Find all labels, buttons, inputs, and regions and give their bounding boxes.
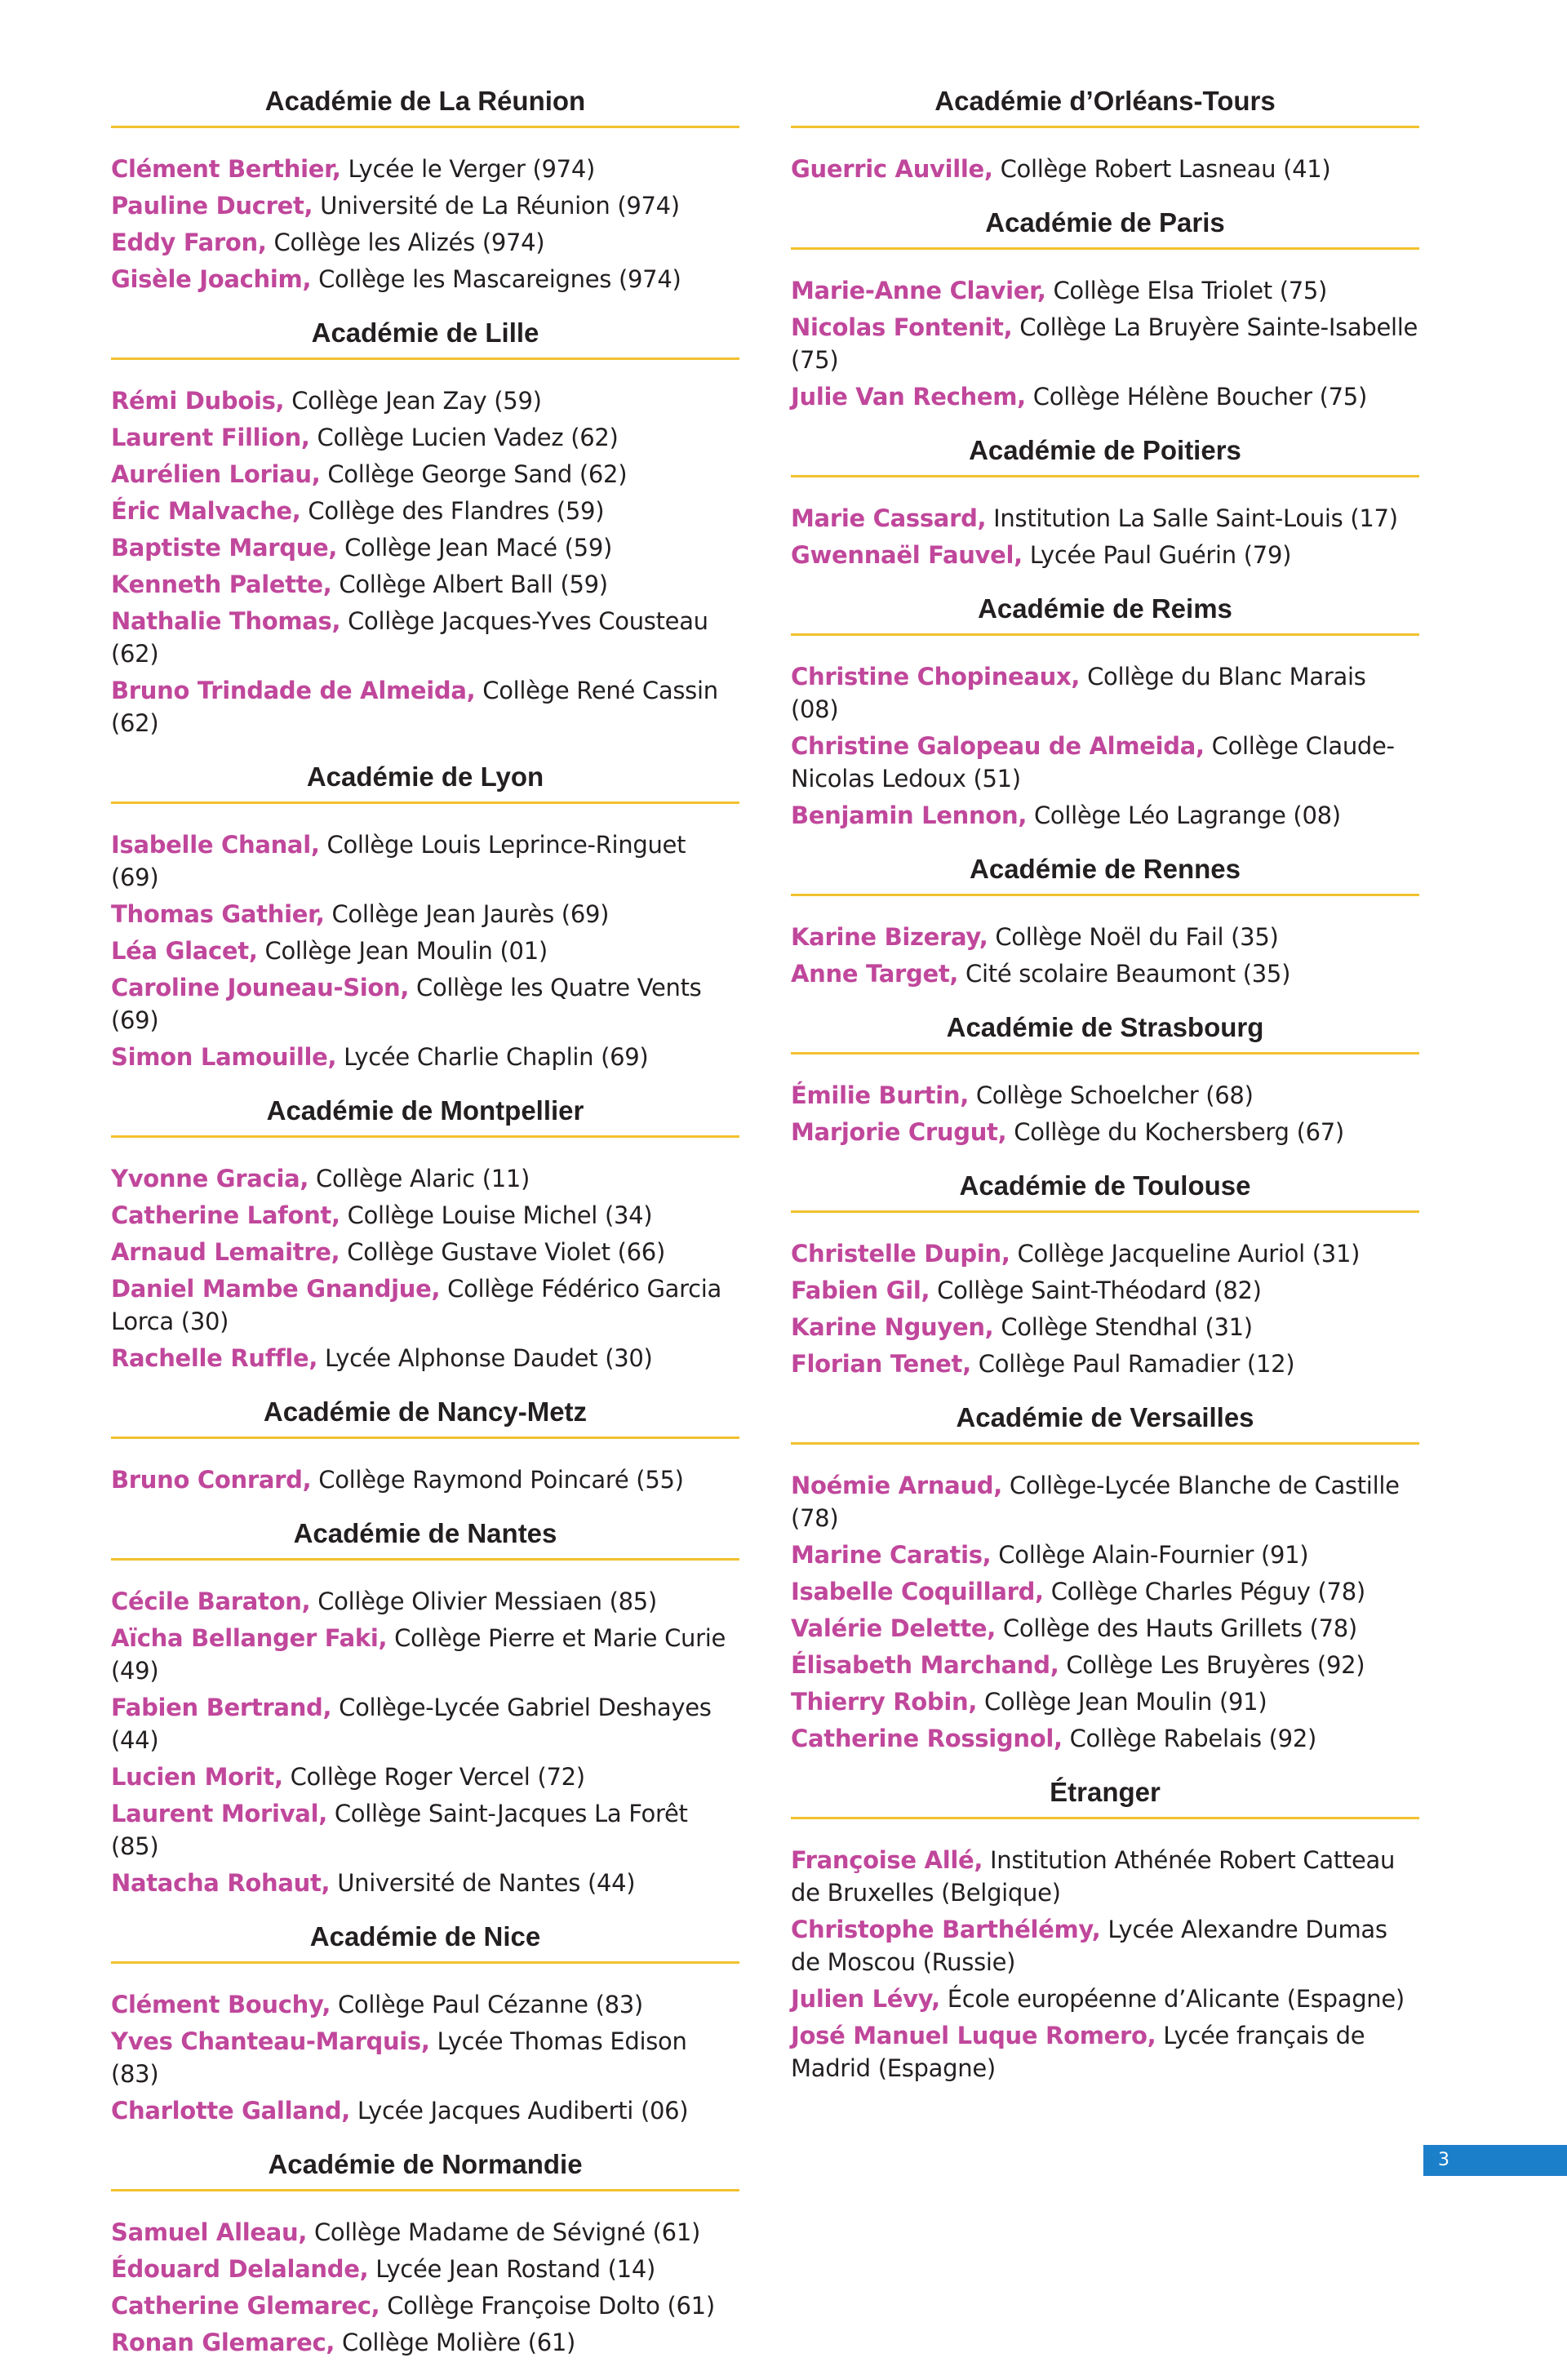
institution: Collège Alain-Fournier (91) (991, 1541, 1309, 1569)
person-name: Cécile Baraton, (111, 1587, 311, 1615)
institution: Cité scolaire Beaumont (35) (958, 960, 1291, 988)
list-item (791, 1237, 1419, 1270)
institution: Collège Alaric (11) (309, 1165, 530, 1192)
institution: Collège Françoise Dolto (61) (380, 2292, 715, 2320)
list-item (111, 1585, 739, 1618)
list-item (791, 1539, 1419, 1571)
list-item (111, 1761, 739, 1793)
academie-section (791, 434, 1419, 571)
institution: Lycée Alexandre Dumas de Moscou (Russie) (791, 1916, 1387, 1976)
person-name: Thomas Gathier, (111, 900, 325, 928)
entry-list (111, 2216, 739, 2359)
list-item (111, 421, 739, 454)
person-name: Samuel Alleau, (111, 2218, 308, 2246)
section-title: Académie de Nice (111, 1920, 739, 1964)
person-name: Nathalie Thomas, (111, 607, 341, 635)
institution: Collège des Flandres (59) (300, 497, 605, 525)
institution: Collège Stendhal (31) (993, 1313, 1253, 1341)
right-column (791, 85, 1419, 2106)
institution: Collège Jean Moulin (01) (257, 937, 548, 965)
institution: Collège Jean Jaurès (69) (324, 900, 610, 928)
list-item (791, 2019, 1419, 2085)
list-item (791, 1575, 1419, 1608)
left-column (111, 85, 739, 2380)
institution: Collège les Quatre Vents (69) (111, 974, 702, 1034)
person-name: Ronan Glemarec, (111, 2329, 335, 2356)
section-title: Académie de Montpellier (111, 1095, 739, 1138)
institution: Lycée Charlie Chaplin (69) (336, 1043, 649, 1071)
person-name: Clément Berthier, (111, 155, 341, 183)
person-name: Yves Chanteau-Marquis, (111, 2027, 430, 2055)
person-name: Rémi Dubois, (111, 387, 285, 415)
person-name: Émilie Burtin, (791, 1081, 969, 1109)
list-item (791, 1983, 1419, 2015)
entry-list (111, 1463, 739, 1496)
person-name: Simon Lamouille, (111, 1043, 337, 1071)
institution: Collège Pierre et Marie Curie (49) (111, 1624, 726, 1685)
section-title: Étranger (791, 1776, 1419, 1819)
list-item (111, 1342, 739, 1374)
list-item (111, 674, 739, 739)
institution: Collège George Sand (62) (320, 460, 628, 488)
person-name: Natacha Rohaut, (111, 1869, 331, 1897)
institution: Collège Madame de Sévigné (61) (307, 2218, 700, 2246)
institution: Institution Athénée Robert Catteau de Bruxelles (Belgique) (791, 1846, 1396, 1907)
institution: Université de Nantes (44) (330, 1869, 636, 1897)
academie-section (791, 593, 1419, 832)
institution: Collège Molière (61) (335, 2329, 576, 2356)
list-item (791, 660, 1419, 726)
list-item (111, 495, 739, 527)
person-name: Kenneth Palette, (111, 571, 332, 598)
institution: Collège Jean Macé (59) (337, 534, 612, 562)
list-item (111, 189, 739, 222)
list-item (111, 1797, 739, 1863)
institution: Collège Jacques-Yves Cousteau (62) (111, 607, 708, 668)
institution: Collège-Lycée Blanche de Castille (78) (791, 1472, 1400, 1532)
academie-section (791, 853, 1419, 990)
institution: Collège Jean Moulin (91) (977, 1688, 1267, 1716)
institution: Collège Olivier Messiaen (85) (310, 1587, 657, 1615)
list-item (791, 1469, 1419, 1534)
academie-section (791, 206, 1419, 413)
person-name: Karine Bizeray, (791, 923, 988, 951)
person-name: Fabien Gil, (791, 1277, 930, 1304)
person-name: Catherine Glemarec, (111, 2292, 380, 2320)
institution: Collège Paul Cézanne (83) (331, 1991, 643, 2018)
institution: Collège Rabelais (92) (1062, 1725, 1316, 1752)
institution: Collège du Kochersberg (67) (1006, 1118, 1344, 1146)
institution: Collège Raymond Poincaré (55) (311, 1466, 684, 1494)
academie-section (111, 85, 739, 295)
person-name: Karine Nguyen, (791, 1313, 994, 1341)
list-item (111, 898, 739, 930)
list-item (111, 605, 739, 670)
person-name: Bruno Conrard, (111, 1466, 312, 1494)
list-item (791, 1274, 1419, 1307)
list-item (791, 1612, 1419, 1645)
person-name: Rachelle Ruffle, (111, 1344, 318, 1372)
institution: Collège du Blanc Marais (08) (791, 663, 1366, 723)
person-name: Baptiste Marque, (111, 534, 338, 562)
entry-list (111, 1988, 739, 2127)
institution: Lycée Jean Rostand (14) (368, 2255, 655, 2283)
entry-list (791, 1079, 1419, 1148)
institution: Lycée Thomas Edison (83) (111, 2027, 687, 2088)
list-item (111, 1162, 739, 1195)
academie-section (111, 1920, 739, 2127)
section-title: Académie de Reims (791, 593, 1419, 636)
institution: Lycée Jacques Audiberti (06) (350, 2097, 689, 2125)
institution: Collège La Bruyère Sainte-Isabelle (75) (791, 313, 1418, 374)
institution: Collège des Hauts Grillets (78) (996, 1614, 1357, 1642)
institution: Collège Les Bruyères (92) (1059, 1651, 1365, 1679)
person-name: Élisabeth Marchand, (791, 1651, 1059, 1679)
list-item (111, 2094, 739, 2127)
academie-section (111, 2148, 739, 2359)
person-name: Christine Chopineaux, (791, 663, 1081, 690)
person-name: Julien Lévy, (791, 1985, 940, 2013)
institution: Collège Albert Ball (59) (331, 571, 608, 598)
section-title: Académie de Strasbourg (791, 1011, 1419, 1055)
entry-list (791, 274, 1419, 413)
list-item (111, 1988, 739, 2021)
person-name: Daniel Mambe Gnandjue, (111, 1275, 441, 1303)
person-name: Éric Malvache, (111, 497, 301, 525)
institution: Collège Elsa Triolet (75) (1045, 277, 1328, 304)
list-item (111, 2253, 739, 2285)
academie-section (111, 761, 739, 1073)
entry-list (791, 153, 1419, 185)
list-item (111, 458, 739, 491)
list-item (111, 1041, 739, 1073)
person-name: Aïcha Bellanger Faki, (111, 1624, 388, 1652)
academie-section (111, 1095, 739, 1374)
list-item (791, 1348, 1419, 1380)
entry-list (791, 660, 1419, 832)
list-item (111, 1272, 739, 1338)
institution: Lycée français de Madrid (Espagne) (791, 2022, 1365, 2082)
institution: Collège Charles Péguy (78) (1043, 1578, 1365, 1605)
list-item (791, 153, 1419, 185)
person-name: Gisèle Joachim, (111, 265, 312, 293)
institution: Université de La Réunion (974) (313, 192, 680, 220)
list-item (111, 971, 739, 1037)
list-item (111, 568, 739, 601)
list-item (111, 1867, 739, 1899)
person-name: Léa Glacet, (111, 937, 258, 965)
academie-section (791, 1170, 1419, 1380)
list-item (111, 1691, 739, 1756)
institution: Collège Louise Michel (34) (340, 1201, 653, 1229)
person-name: Anne Target, (791, 960, 959, 988)
person-name: Laurent Fillion, (111, 424, 310, 451)
institution: Lycée Paul Guérin (79) (1022, 541, 1292, 569)
institution: Lycée le Verger (974) (340, 155, 595, 183)
person-name: Gwennaël Fauvel, (791, 541, 1023, 569)
institution: Collège Robert Lasneau (41) (992, 155, 1331, 183)
person-name: Arnaud Lemaitre, (111, 1238, 340, 1266)
list-item (111, 226, 739, 259)
section-title: Académie de Toulouse (791, 1170, 1419, 1213)
list-item (111, 2289, 739, 2322)
entry-list (791, 1469, 1419, 1755)
person-name: Catherine Rossignol, (791, 1725, 1063, 1752)
person-name: Édouard Delalande, (111, 2255, 369, 2283)
list-item (791, 1844, 1419, 1909)
list-item (791, 311, 1419, 376)
section-title: Académie de Paris (791, 206, 1419, 250)
entry-list (791, 502, 1419, 571)
institution: Collège René Cassin (62) (111, 677, 718, 737)
section-title: Académie d’Orléans-Tours (791, 85, 1419, 128)
person-name: Christophe Barthélémy, (791, 1916, 1101, 1943)
section-title: Académie de Rennes (791, 853, 1419, 896)
person-name: Caroline Jouneau-Sion, (111, 974, 410, 1001)
institution: Collège Noël du Fail (35) (988, 923, 1279, 951)
academie-section (791, 85, 1419, 185)
person-name: Bruno Trindade de Almeida, (111, 677, 476, 704)
section-title: Académie de Poitiers (791, 434, 1419, 477)
list-item (111, 1622, 739, 1687)
institution: École européenne d’Alicante (Espagne) (939, 1985, 1405, 2013)
person-name: Thierry Robin, (791, 1688, 978, 1716)
section-title: Académie de Nancy-Metz (111, 1396, 739, 1439)
list-item (791, 274, 1419, 307)
entry-list (791, 921, 1419, 990)
list-item (791, 1311, 1419, 1343)
list-item (791, 799, 1419, 832)
person-name: Marine Caratis, (791, 1541, 992, 1569)
list-item (111, 1236, 739, 1268)
list-item (791, 1913, 1419, 1978)
list-item (791, 957, 1419, 990)
institution: Collège Roger Vercel (72) (282, 1763, 585, 1791)
person-name: Marie Cassard, (791, 504, 987, 532)
list-item (111, 935, 739, 967)
institution: Collège Hélène Boucher (75) (1025, 383, 1367, 411)
academie-section (111, 1517, 739, 1899)
list-item (111, 828, 739, 894)
list-item (111, 2216, 739, 2249)
institution: Collège Saint-Jacques La Forêt (85) (111, 1800, 688, 1860)
person-name: Laurent Morival, (111, 1800, 327, 1827)
institution: Collège Claude-Nicolas Ledoux (51) (791, 732, 1395, 793)
institution: Collège Jean Zay (59) (284, 387, 542, 415)
list-item (791, 1079, 1419, 1112)
person-name: Christelle Dupin, (791, 1240, 1010, 1268)
institution: Collège Louis Leprince-Ringuet (69) (111, 831, 686, 891)
academie-section (791, 1011, 1419, 1148)
person-name: Florian Tenet, (791, 1350, 971, 1378)
list-item (791, 1685, 1419, 1718)
list-item (111, 1199, 739, 1232)
entry-list (111, 1162, 739, 1374)
list-item (791, 921, 1419, 953)
institution: Lycée Alphonse Daudet (30) (317, 1344, 653, 1372)
person-name: José Manuel Luque Romero, (791, 2022, 1156, 2049)
institution: Collège Fédérico Garcia Lorca (30) (111, 1275, 722, 1335)
academie-section (791, 1401, 1419, 1755)
person-name: Fabien Bertrand, (111, 1694, 332, 1721)
institution: Collège Lucien Vadez (62) (309, 424, 619, 451)
academie-section (111, 1396, 739, 1496)
entry-list (111, 384, 739, 739)
section-title: Académie de Versailles (791, 1401, 1419, 1445)
institution: Collège Schoelcher (68) (968, 1081, 1254, 1109)
list-item (111, 2025, 739, 2090)
entry-list (111, 828, 739, 1073)
person-name: Françoise Allé, (791, 1846, 983, 1874)
entry-list (111, 1585, 739, 1899)
person-name: Julie Van Rechem, (791, 383, 1026, 411)
person-name: Isabelle Coquillard, (791, 1578, 1044, 1605)
person-name: Benjamin Lennon, (791, 801, 1028, 829)
list-item (791, 539, 1419, 571)
entry-list (791, 1237, 1419, 1380)
person-name: Aurélien Loriau, (111, 460, 321, 488)
list-item (111, 384, 739, 417)
list-item (791, 1649, 1419, 1681)
institution: Collège Léo Lagrange (08) (1027, 801, 1341, 829)
person-name: Marjorie Crugut, (791, 1118, 1007, 1146)
page-number-tab: 3 (1423, 2145, 1567, 2176)
person-name: Noémie Arnaud, (791, 1472, 1002, 1499)
person-name: Nicolas Fontenit, (791, 313, 1013, 341)
institution: Collège Paul Ramadier (12) (970, 1350, 1295, 1378)
list-item (791, 502, 1419, 535)
person-name: Yvonne Gracia, (111, 1165, 309, 1192)
person-name: Lucien Morit, (111, 1763, 283, 1791)
institution: Collège Saint-Théodard (82) (930, 1277, 1262, 1304)
list-item (111, 531, 739, 564)
academie-section (111, 317, 739, 739)
list-item (791, 1116, 1419, 1148)
section-title: Académie de Lille (111, 317, 739, 360)
person-name: Charlotte Galland, (111, 2097, 350, 2125)
entry-list (111, 153, 739, 295)
list-item (111, 153, 739, 185)
section-title: Académie de Lyon (111, 761, 739, 804)
person-name: Christine Galopeau de Almeida, (791, 732, 1205, 760)
person-name: Isabelle Chanal, (111, 831, 320, 859)
list-item (111, 2326, 739, 2359)
institution: Collège les Mascareignes (974) (311, 265, 681, 293)
person-name: Valérie Delette, (791, 1614, 997, 1642)
person-name: Clément Bouchy, (111, 1991, 331, 2018)
section-title: Académie de La Réunion (111, 85, 739, 128)
institution: Collège Jacqueline Auriol (31) (1010, 1240, 1361, 1268)
list-item (791, 380, 1419, 413)
list-item (111, 263, 739, 295)
institution: Institution La Salle Saint-Louis (17) (986, 504, 1398, 532)
section-title: Académie de Normandie (111, 2148, 739, 2191)
entry-list (791, 1844, 1419, 2085)
list-item (111, 1463, 739, 1496)
person-name: Guerric Auville, (791, 155, 993, 183)
institution: Collège les Alizés (974) (266, 229, 545, 256)
academie-section (791, 1776, 1419, 2085)
person-name: Eddy Faron, (111, 229, 267, 256)
list-item (791, 1722, 1419, 1755)
person-name: Pauline Ducret, (111, 192, 313, 220)
person-name: Marie-Anne Clavier, (791, 277, 1046, 304)
institution: Collège Gustave Violet (66) (340, 1238, 665, 1266)
person-name: Catherine Lafont, (111, 1201, 340, 1229)
section-title: Académie de Nantes (111, 1517, 739, 1561)
list-item (791, 730, 1419, 795)
institution: Collège-Lycée Gabriel Deshayes (44) (111, 1694, 712, 1754)
